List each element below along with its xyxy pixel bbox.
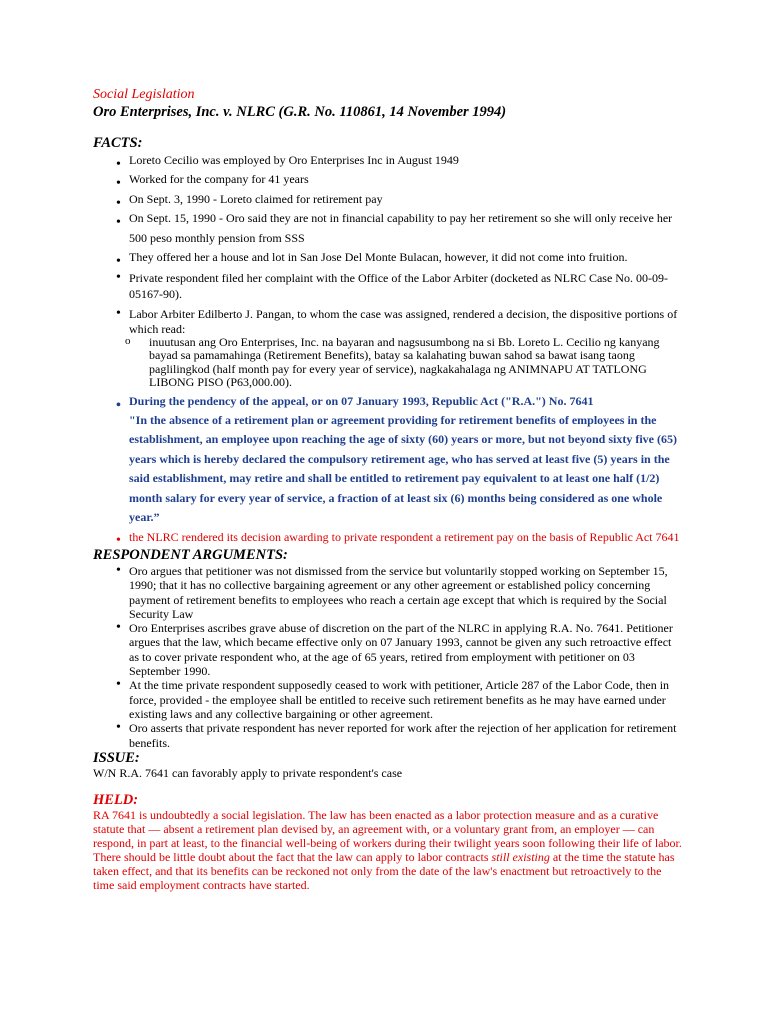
held-part-1: RA 7641 is undoubtedly a social legislation. The law has been enacted as a labor protection measure and as a curative statute that — absent a retirement plan devised by, an agreement with, or a voluntary grant from, an employer — can respond, in part at least, to the financial well-being of workers during their twilight years soon following their life of labor. There should be little doubt about the fact that the law can apply to labor contracts [93,807,682,864]
issue-heading: ISSUE: [93,749,140,766]
subject-heading: Social Legislation [93,87,195,102]
dispositive-portion: o inuutusan ang Oro Enterprises, Inc. na bayaran and nagsusumbong na si Bb. Loreto L. Cecilio ng kanyang bayad sa pamamahinga (Retirement Benefits), batay sa kalahating buwan sahod sa bawat isang taong paglilingkod (half month pay for every year of service), nagkakahalaga ng ANIMNAPU AT TATLONG LIBONG PISO (P63,000.00). [93,336,683,390]
held-heading: HELD: [93,791,139,808]
document-page [93,86,683,892]
list-item: • Worked for the company for 41 years [93,170,683,189]
list-item: • On Sept. 3, 1990 - Loreto claimed for retirement pay [93,190,683,209]
list-item: • the NLRC rendered its decision awarding to private respondent a retirement pay on the basis of Republic Act 7641 [93,528,683,547]
held-text [93,808,683,892]
facts-list-continued [93,270,683,336]
case-title: Oro Enterprises, Inc. v. NLRC (G.R. No. 110861, 14 November 1994) [93,104,507,120]
dispositive-list [93,336,683,390]
list-item: • They offered her a house and lot in San Jose Del Monte Bulacan, however, it did not come into fruition. [93,248,683,267]
list-item: • At the time private respondent supposedly ceased to work with petitioner, Article 287 of the Labor Code, then in force, provided - the employee shall be entitled to receive such retirement benefits as he may have earned under existing laws and any collective bargaining or other agreement. [93,678,683,721]
list-item: • Private respondent filed her complaint with the Office of the Labor Arbiter (docketed as NLRC Case No. 00-09-05167-90). [93,270,683,302]
held-part-2: at the time the statute has taken effect, and that its benefits can be reckoned not only from the date of the law's enactment but retroactively to the time said employment contracts have started. [93,849,675,892]
respondent-list [93,564,683,750]
held-emphasis: still existing [491,849,550,864]
list-item: • Loreto Cecilio was employed by Oro Enterprises Inc in August 1949 [93,151,683,170]
ra-list [93,392,683,546]
list-item: • Oro argues that petitioner was not dismissed from the service but voluntarily stopped working on September 15, 1990; that it has no collective bargaining agreement or any other agreement or established policy concerning payment of retirement benefits to employees who reach a certain age except that which is required by the Social Security Law [93,564,683,621]
list-item: • Oro Enterprises ascribes grave abuse of discretion on the part of the NLRC in applying R.A. No. 7641. Petitioner argues that the law, which became effective only on 07 January 1993, cannot be given any such retroactive effect as to cover private respondent who, at the age of 65 years, retired from employment with petitioner on 03 September 1990. [93,621,683,678]
ra-intro: During the pendency of the appeal, or on 07 January 1993, Republic Act ("R.A.") No. 7641 [129,393,594,408]
facts-heading: FACTS: [93,135,143,151]
list-item: • On Sept. 15, 1990 - Oro said they are not in financial capability to pay her retirement so she will only receive her 500 peso monthly pension from SSS [93,209,683,248]
list-item: • Oro asserts that private respondent has never reported for work after the rejection of her application for retirement benefits. [93,721,683,750]
respondent-heading: RESPONDENT ARGUMENTS: [93,547,288,563]
issue-text: W/N R.A. 7641 can favorably apply to private respondent's case [93,765,403,780]
facts-list [93,151,683,267]
list-item [93,392,683,528]
ra-quote: "In the absence of a retirement plan or agreement providing for retirement benefits of employees in the establishment, an employee upon reaching the age of sixty (60) years or more, but not beyond sixty five (65) years which is hereby declared the compulsory retirement age, who has served at least five (5) years in the said establishment, may retire and shall be entitled to retirement pay equivalent to at least one half (1/2) month salary for every year of service, a fraction of at least six (6) months being considered as one whole year.” [129,413,677,525]
list-item: • Labor Arbiter Edilberto J. Pangan, to whom the case was assigned, rendered a decision, the dispositive portions of which read: [93,307,683,336]
